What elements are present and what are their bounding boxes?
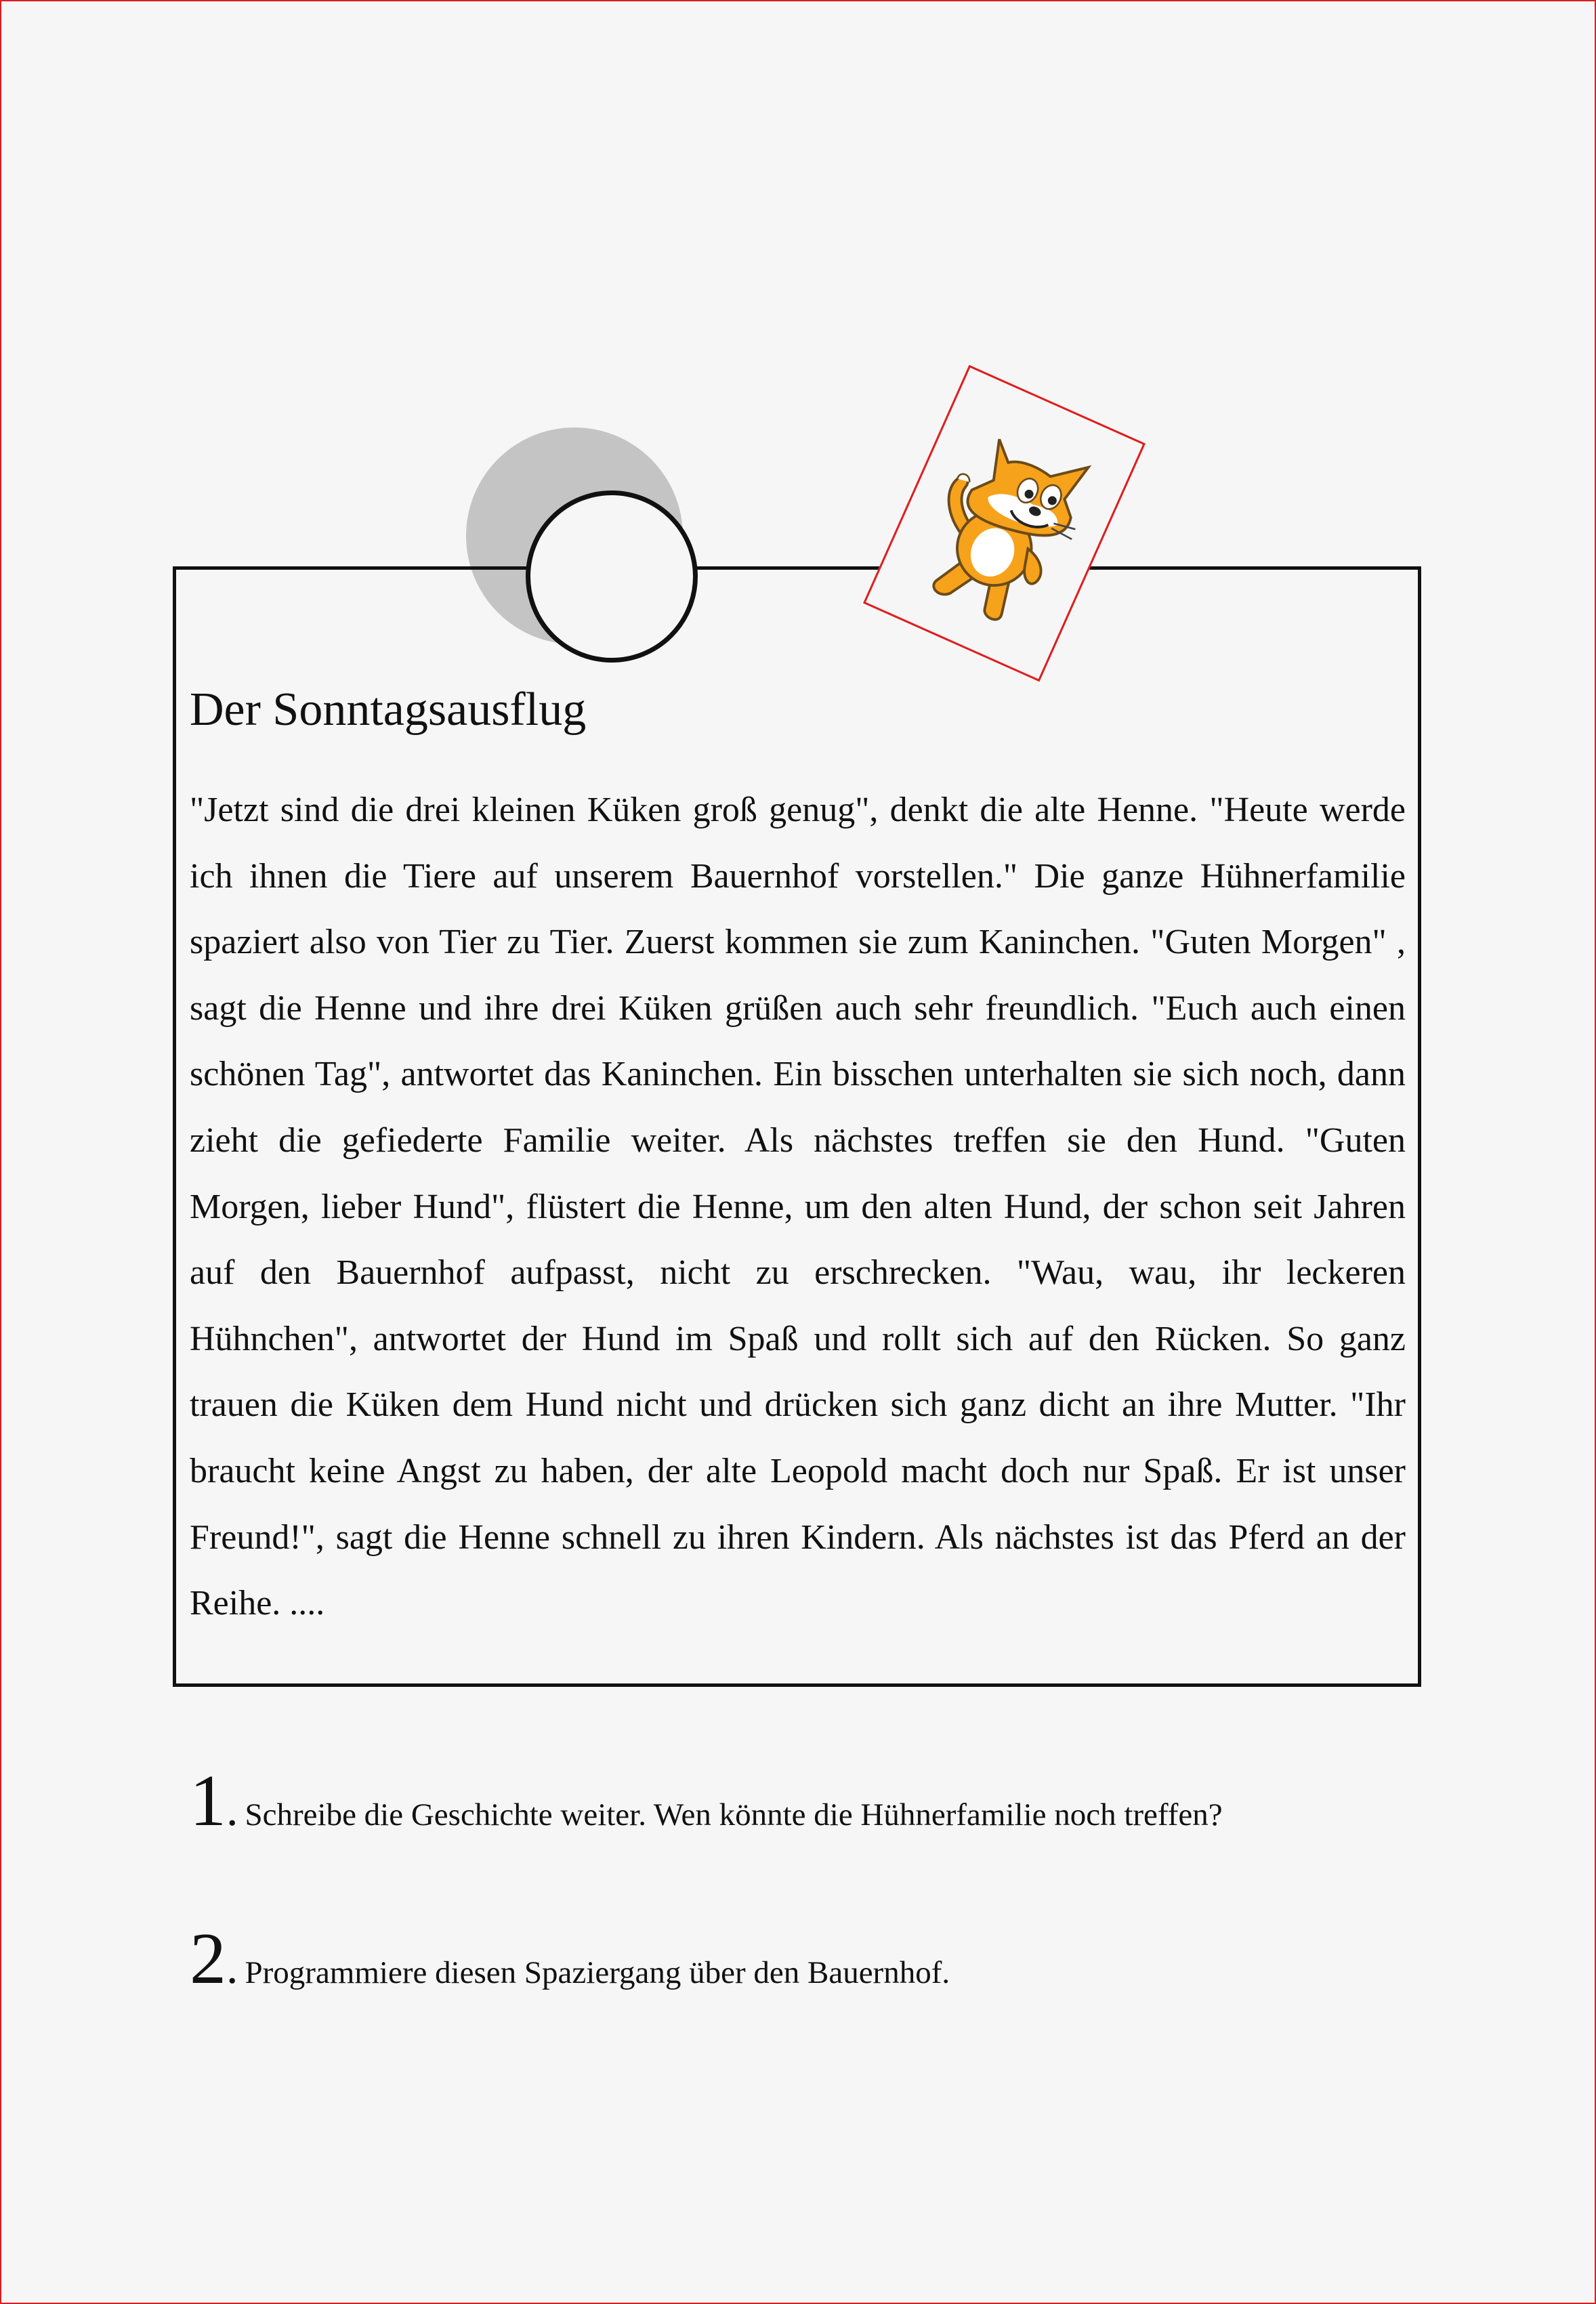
story-text: "Jetzt sind die drei kleinen Küken groß genug", denkt die alte Henne. "Heute werde ich ihnen die Tiere auf unserem Bauernhof vorstellen." Die ganze Hühnerfamilie spaziert also von Tier zu Tier. Zuerst kommen sie zum Kaninchen. "Guten Morgen" , sagt die Henne und ihre drei Küken grüßen auch sehr freundlich. "Euch auch einen schönen Tag", antwortet das Kaninchen. Ein bisschen unterhalten sie sich noch, dann zieht die gefiederte Familie weiter. Als nächstes treffen sie den Hund. "Guten Morgen, lieber Hund", flüstert die Henne, um den alten Hund, der schon seit Jahren auf den Bauernhof aufpasst, nicht zu erschrecken. "Wau, wau, ihr leckeren Hühnchen", antwortet der Hund im Spaß und rollt sich auf den Rücken. So ganz trauen die Küken dem Hund nicht und drücken sich ganz dicht an ihre Mutter. "Ihr braucht keine Angst zu haben, der alte Leopold macht doch nur Spaß. Er ist unser Freund!", sagt die Henne schnell zu ihren Kindern. Als nächstes ist das Pferd an der Reihe. .... xyxy=(190,791,1406,1623)
task-number-dot: . xyxy=(226,1784,238,1836)
task-number-dot: . xyxy=(226,1942,238,1994)
task-item xyxy=(190,1919,950,1999)
story-title: Der Sonntagsausflug xyxy=(190,684,587,736)
task-item xyxy=(190,1761,1223,1841)
task-text: Programmiere diesen Spaziergang über den Bauernhof. xyxy=(245,1955,950,1990)
task-number: 1 xyxy=(190,1761,226,1841)
task-text: Schreibe die Geschichte weiter. Wen könnte die Hühnerfamilie noch treffen? xyxy=(245,1797,1223,1832)
task-number: 2 xyxy=(190,1919,226,1999)
ring-decoration xyxy=(526,490,698,663)
